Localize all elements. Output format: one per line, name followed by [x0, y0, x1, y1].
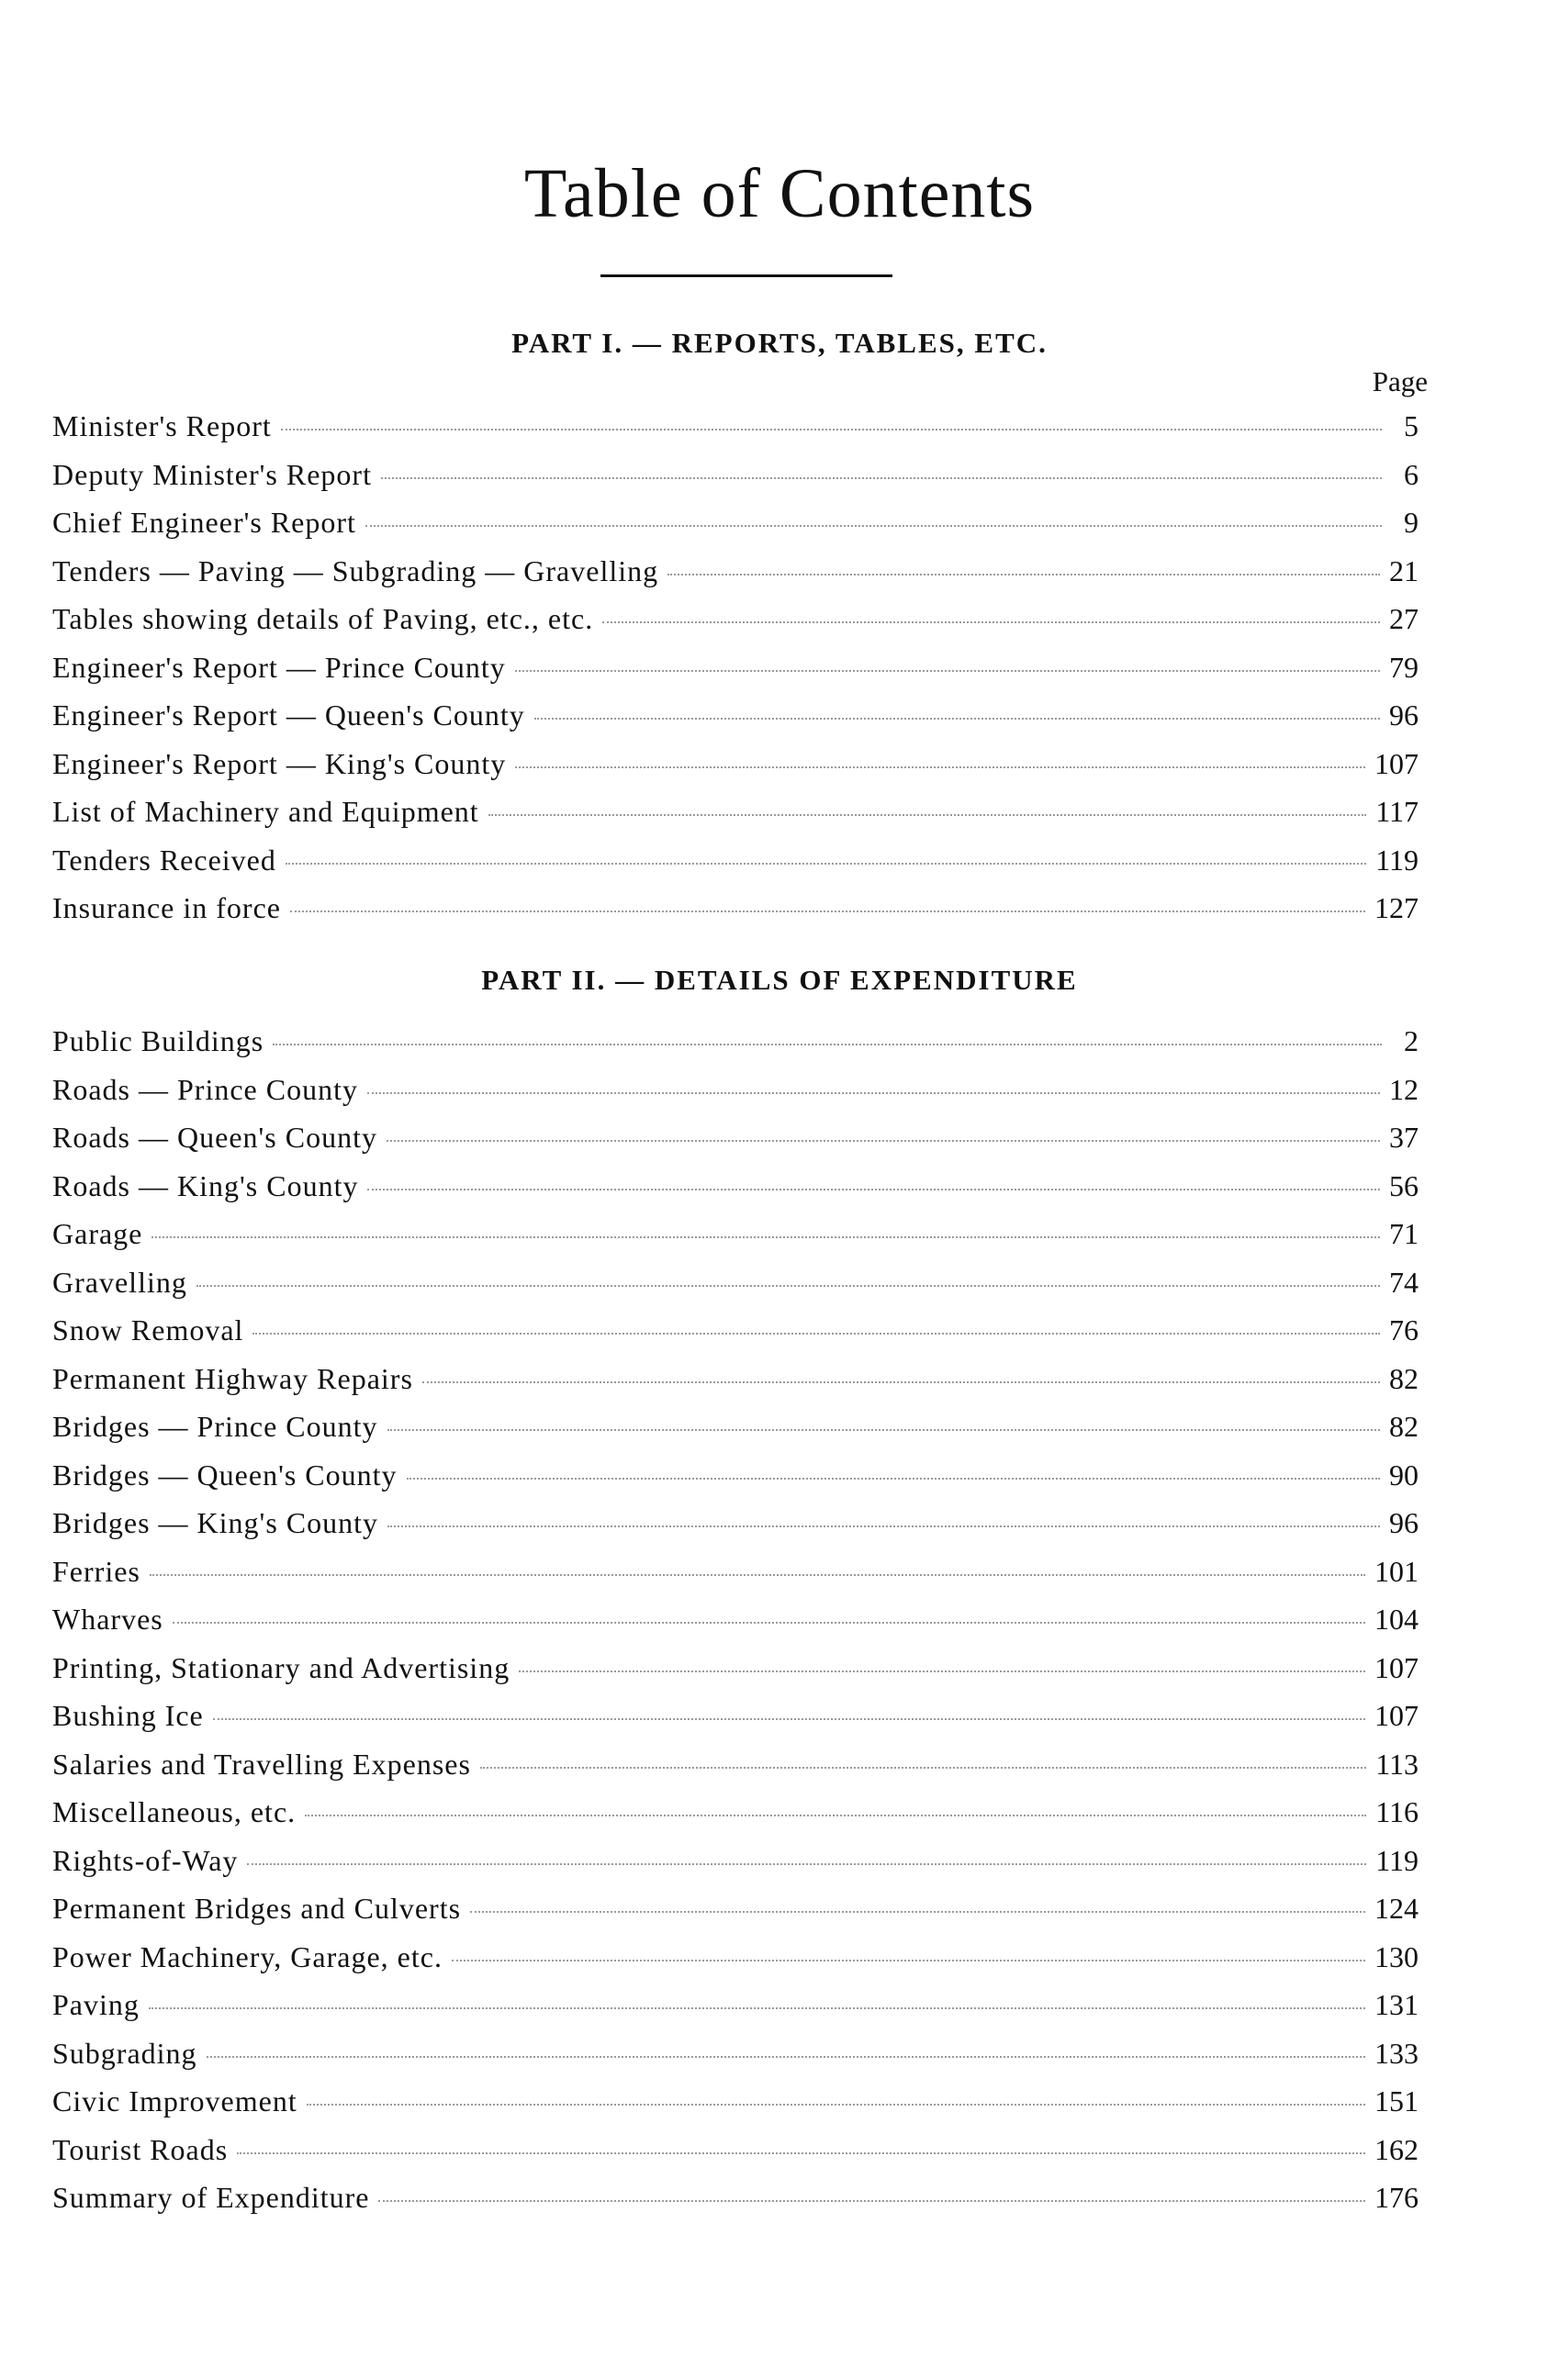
toc-entry-title: Roads — Prince County — [52, 1072, 358, 1106]
title-rule — [600, 274, 892, 277]
toc-entry-title: Bridges — Prince County — [52, 1410, 378, 1443]
toc-dot-leader — [667, 574, 1380, 575]
toc-dot-leader — [381, 477, 1382, 479]
toc-dot-leader — [252, 1333, 1380, 1335]
toc-entry-page: 6 — [1404, 457, 1419, 491]
toc-dot-leader — [273, 1044, 1382, 1045]
toc-entry — [52, 602, 1419, 651]
toc-entry-title: Garage — [52, 1217, 143, 1250]
toc-entry — [52, 1988, 1419, 2037]
toc-entry-page: 56 — [1389, 1168, 1419, 1202]
toc-entry — [52, 1748, 1419, 1796]
page-column-label: Page — [1372, 365, 1428, 397]
toc-entry — [52, 2037, 1419, 2085]
toc-entry — [52, 2084, 1419, 2133]
toc-dot-leader — [387, 1140, 1380, 1142]
part-heading-1: PART I. — REPORTS, TABLES, ETC. — [511, 327, 1048, 359]
toc-entry-title: Printing, Stationary and Advertising — [52, 1650, 510, 1684]
toc-dot-leader — [213, 1718, 1365, 1720]
toc-entry-title: Deputy Minister's Report — [52, 457, 372, 491]
toc-entry — [52, 458, 1419, 507]
toc-entry-page: 9 — [1404, 506, 1419, 539]
toc-entry — [52, 795, 1419, 844]
toc-entry-title: Rights-of-Way — [52, 1843, 239, 1877]
toc-entry-page: 82 — [1389, 1410, 1419, 1443]
toc-entry-page: 76 — [1389, 1313, 1419, 1346]
toc-entry-page: 127 — [1374, 891, 1419, 924]
toc-dot-leader — [515, 670, 1380, 672]
toc-list-part-1 — [52, 409, 1419, 940]
page-title: Table of Contents — [523, 155, 1036, 232]
toc-entry — [52, 2133, 1419, 2182]
toc-entry-title: Civic Improvement — [52, 2084, 297, 2117]
toc-entry — [52, 1169, 1419, 1218]
toc-entry — [52, 1699, 1419, 1748]
toc-entry — [52, 747, 1419, 796]
toc-entry-title: Gravelling — [52, 1265, 187, 1299]
toc-dot-leader — [387, 1429, 1380, 1431]
toc-entry-page: 101 — [1374, 1554, 1419, 1588]
toc-entry-title: List of Machinery and Equipment — [52, 795, 479, 828]
toc-entry-title: Engineer's Report — Queen's County — [52, 698, 525, 732]
toc-entry-title: Bushing Ice — [52, 1699, 204, 1732]
toc-entry-page: 74 — [1389, 1265, 1419, 1299]
toc-entry-title: Engineer's Report — Prince County — [52, 650, 506, 684]
toc-entry-page: 79 — [1389, 650, 1419, 684]
toc-dot-leader — [452, 1960, 1365, 1961]
toc-entry-title: Bridges — King's County — [52, 1506, 378, 1539]
toc-entry-title: Ferries — [52, 1554, 140, 1588]
toc-entry-title: Snow Removal — [52, 1313, 244, 1346]
toc-entry-page: 71 — [1389, 1217, 1419, 1250]
toc-dot-leader — [534, 718, 1380, 720]
toc-entry-page: 2 — [1404, 1024, 1419, 1057]
toc-entry-page: 119 — [1375, 1843, 1419, 1877]
toc-entry — [52, 1795, 1419, 1844]
toc-entry — [52, 1892, 1419, 1940]
toc-entry — [52, 1073, 1419, 1122]
toc-entry — [52, 506, 1419, 554]
toc-dot-leader — [367, 1092, 1380, 1094]
toc-entry-page: 151 — [1374, 2084, 1419, 2117]
toc-dot-leader — [173, 1622, 1365, 1624]
toc-entry — [52, 1410, 1419, 1458]
toc-entry-title: Miscellaneous, etc. — [52, 1795, 297, 1828]
toc-dot-leader — [281, 429, 1382, 430]
toc-entry — [52, 1940, 1419, 1989]
toc-entry — [52, 1651, 1419, 1700]
toc-entry-title: Bridges — Queen's County — [52, 1458, 398, 1492]
toc-dot-leader — [470, 1911, 1365, 1913]
toc-entry-page: 12 — [1389, 1072, 1419, 1106]
toc-entry-page: 117 — [1375, 795, 1419, 828]
toc-entry-title: Summary of Expenditure — [52, 2181, 370, 2214]
toc-entry — [52, 1024, 1419, 1073]
toc-dot-leader — [305, 1815, 1366, 1816]
toc-dot-leader — [307, 2104, 1365, 2106]
toc-dot-leader — [378, 2200, 1365, 2202]
toc-dot-leader — [519, 1670, 1365, 1672]
toc-dot-leader — [149, 2007, 1365, 2009]
toc-entry — [52, 1362, 1419, 1411]
toc-dot-leader — [290, 911, 1365, 912]
toc-entry-title: Tenders — Paving — Subgrading — Gravelling — [52, 553, 659, 587]
toc-entry-page: 96 — [1389, 698, 1419, 732]
toc-entry-title: Tourist Roads — [52, 2132, 229, 2166]
toc-entry — [52, 1313, 1419, 1362]
toc-entry-page: 116 — [1375, 1795, 1419, 1828]
toc-entry-page: 176 — [1374, 2181, 1419, 2214]
toc-entry-page: 107 — [1374, 746, 1419, 780]
toc-entry-page: 90 — [1389, 1458, 1419, 1492]
toc-entry-title: Tenders Received — [52, 843, 276, 877]
toc-dot-leader — [207, 2056, 1365, 2058]
toc-entry-page: 162 — [1374, 2132, 1419, 2166]
toc-entry-title: Engineer's Report — King's County — [52, 746, 507, 780]
toc-dot-leader — [150, 1574, 1365, 1576]
toc-entry — [52, 1603, 1419, 1651]
toc-dot-leader — [488, 814, 1367, 816]
toc-dot-leader — [515, 766, 1365, 768]
part-heading-2: PART II. — DETAILS OF EXPENDITURE — [481, 964, 1078, 996]
toc-entry — [52, 554, 1419, 603]
toc-entry — [52, 1555, 1419, 1603]
toc-entry — [52, 891, 1419, 940]
toc-entry — [52, 2181, 1419, 2229]
toc-entry — [52, 1506, 1419, 1555]
toc-entry — [52, 844, 1419, 892]
toc-dot-leader — [237, 2152, 1365, 2154]
toc-dot-leader — [286, 863, 1366, 865]
toc-entry-title: Insurance in force — [52, 891, 281, 924]
toc-entry-title: Minister's Report — [52, 409, 272, 442]
toc-entry-page: 113 — [1375, 1747, 1419, 1781]
toc-dot-leader — [422, 1381, 1380, 1383]
toc-entry-title: Public Buildings — [52, 1024, 264, 1057]
toc-dot-leader — [247, 1863, 1366, 1865]
toc-entry — [52, 651, 1419, 699]
toc-entry-title: Roads — Queen's County — [52, 1121, 377, 1154]
toc-dot-leader — [365, 525, 1382, 527]
toc-entry — [52, 409, 1419, 458]
toc-dot-leader — [387, 1525, 1380, 1527]
toc-entry-title: Paving — [52, 1988, 140, 2021]
toc-entry-page: 37 — [1389, 1121, 1419, 1154]
toc-entry-page: 5 — [1404, 409, 1419, 442]
toc-entry-title: Permanent Bridges and Culverts — [52, 1892, 462, 1925]
toc-entry-page: 133 — [1374, 2036, 1419, 2070]
toc-dot-leader — [151, 1236, 1380, 1238]
toc-entry-page: 130 — [1374, 1939, 1419, 1973]
toc-entry — [52, 1121, 1419, 1169]
toc-entry-page: 21 — [1389, 553, 1419, 587]
toc-entry-title: Salaries and Travelling Expenses — [52, 1747, 471, 1781]
toc-entry — [52, 1217, 1419, 1266]
toc-dot-leader — [602, 621, 1380, 623]
toc-entry-page: 27 — [1389, 602, 1419, 635]
toc-dot-leader — [196, 1285, 1380, 1287]
toc-list-part-2 — [52, 1024, 1419, 2229]
toc-entry-page: 82 — [1389, 1361, 1419, 1395]
toc-entry-page: 96 — [1389, 1506, 1419, 1539]
toc-entry-title: Roads — King's County — [52, 1168, 359, 1202]
toc-entry-title: Power Machinery, Garage, etc. — [52, 1939, 443, 1973]
toc-entry-page: 124 — [1374, 1892, 1419, 1925]
toc-entry-title: Subgrading — [52, 2036, 197, 2070]
toc-entry — [52, 1458, 1419, 1507]
toc-entry — [52, 1266, 1419, 1314]
toc-entry-title: Permanent Highway Repairs — [52, 1361, 413, 1395]
toc-entry-title: Wharves — [52, 1603, 163, 1636]
toc-entry-title: Chief Engineer's Report — [52, 506, 356, 539]
toc-dot-leader — [480, 1767, 1366, 1769]
toc-entry — [52, 698, 1419, 747]
toc-entry-title: Tables showing details of Paving, etc., etc. — [52, 602, 594, 635]
toc-entry-page: 104 — [1374, 1603, 1419, 1636]
toc-entry-page: 107 — [1374, 1650, 1419, 1684]
toc-dot-leader — [367, 1189, 1380, 1190]
toc-entry-page: 119 — [1375, 843, 1419, 877]
toc-entry-page: 131 — [1374, 1988, 1419, 2021]
toc-dot-leader — [407, 1478, 1380, 1480]
toc-entry-page: 107 — [1374, 1699, 1419, 1732]
toc-entry — [52, 1844, 1419, 1893]
